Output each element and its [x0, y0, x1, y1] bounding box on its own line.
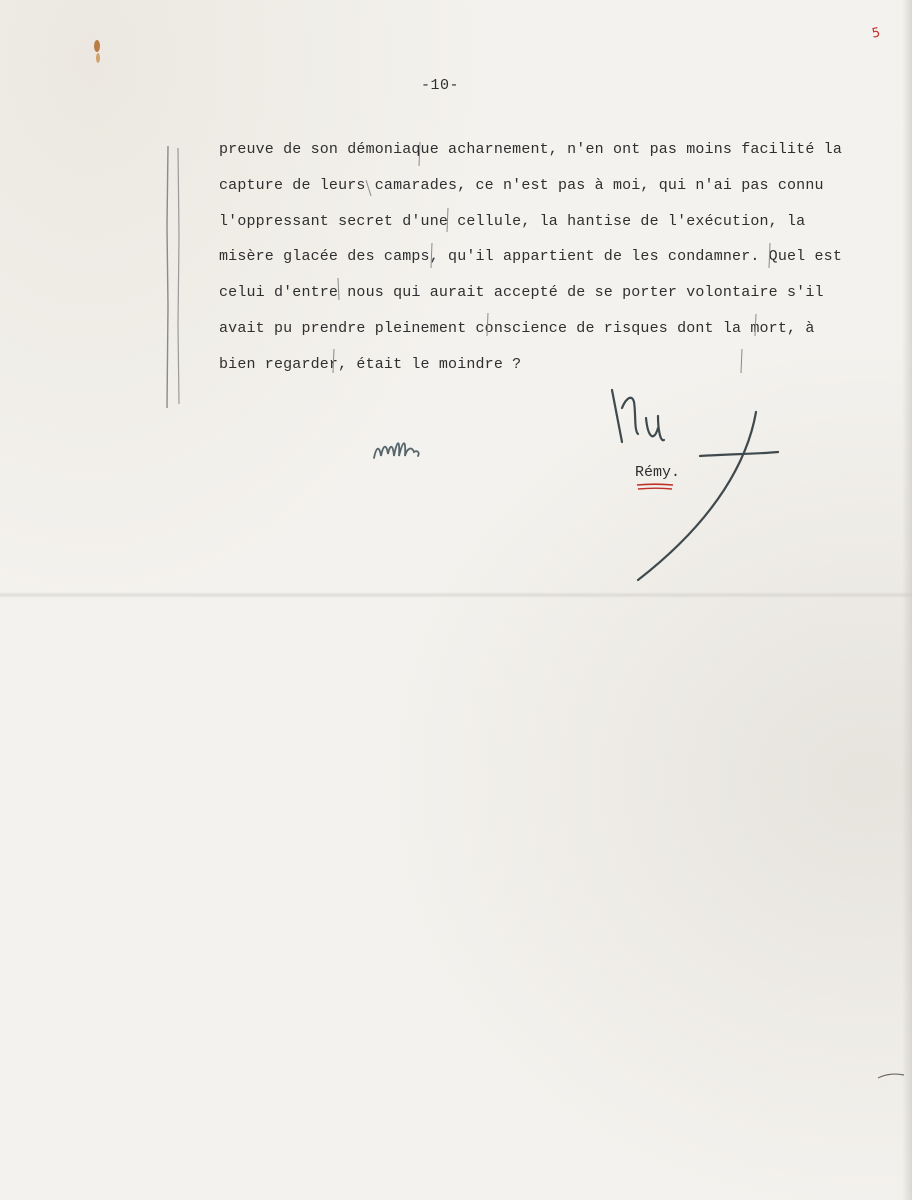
paper-edge-shadow [902, 0, 912, 1200]
typed-body-text [219, 138, 842, 389]
handwritten-initials [370, 430, 430, 466]
handwritten-signature [598, 368, 788, 598]
text-line: celui d'entre nous qui aurait accepté de se porter volontaire s'il [219, 284, 824, 302]
margin-pencil-bars [158, 146, 198, 408]
page-number: -10- [420, 77, 459, 94]
rust-stain [92, 34, 102, 66]
text-line: capture de leurs camarades, ce n'est pas à moi, qui n'ai pas connu [219, 176, 824, 194]
text-line: avait pu prendre pleinement conscience de risques dont la mort, à [219, 319, 815, 337]
text-line: bien regarder, était le moindre ? [219, 355, 522, 373]
text-line: preuve de son démoniaque acharnement, n'en ont pas moins facilité la [219, 141, 842, 158]
corner-page-mark: 5 [870, 25, 882, 42]
text-line: misère glacée des camps, qu'il appartient de les condamner. Quel est [219, 248, 842, 266]
red-underline [636, 483, 674, 491]
text-line: l'oppressant secret d'une cellule, la hantise de l'exécution, la [219, 212, 806, 230]
typed-signer-name: Rémy. [635, 464, 681, 481]
edge-pencil-tick [876, 1070, 906, 1082]
